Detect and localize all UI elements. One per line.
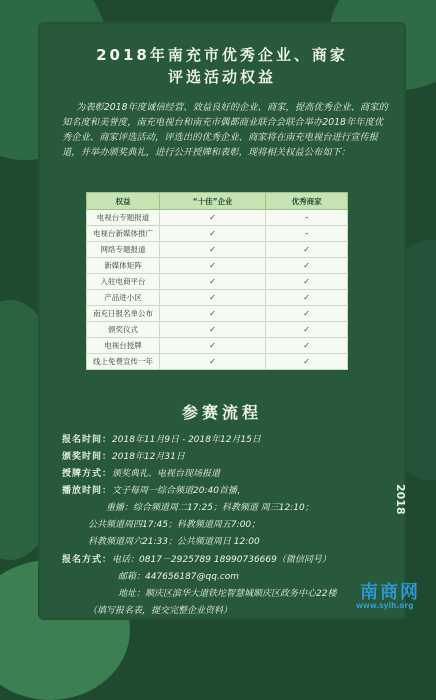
table-row <box>87 274 348 290</box>
table-row <box>87 258 348 274</box>
broadcast-line: 重播：综合频道周二17:25；科教频道 周三12:10； <box>106 503 314 513</box>
rights-header-benefit: 权益 <box>87 193 160 210</box>
page-title-line2: 评选活动权益 <box>167 68 276 86</box>
top10-mark: ✓ <box>160 306 266 322</box>
signup-time-row <box>62 432 261 445</box>
shop-mark: ✓ <box>266 306 348 322</box>
watermark-url: www.sylh.org <box>356 601 414 610</box>
top10-mark: ✓ <box>160 242 266 258</box>
broadcast-line: 科教频道周六21:33；公共频道周日 12:00 <box>88 537 260 547</box>
table-row <box>87 322 348 338</box>
rights-header-shop: 优秀商家 <box>266 193 348 210</box>
top10-mark: ✓ <box>160 226 266 242</box>
address-line: 地址：顺庆区滨华大道铁坨智慧城顺庆区政务中心22楼 <box>118 589 337 599</box>
top10-mark: ✓ <box>160 290 266 306</box>
top10-mark: ✓ <box>160 210 266 226</box>
table-row <box>87 306 348 322</box>
table-row <box>87 242 348 258</box>
intro-paragraph: 为表彰2018年度诚信经营、效益良好的企业、商家，提高优秀企业、商家的知名度和美誉度，南充电视台和南充市偶都商业联合会联合举办2018年年度优秀企业、商家评选活动，评选出的优秀企业、商家将在南充电视台进行宣传报道，并举办颁奖典礼，进行公开授牌和表彰，现将相关权益公布如下： <box>62 102 388 158</box>
top10-mark: ✓ <box>160 354 266 370</box>
rights-header-top10: “十佳”企业 <box>160 193 266 210</box>
contact-label: 报名方式： <box>62 555 113 565</box>
benefit-name: 南充日报名单公布 <box>87 306 160 322</box>
rights-table-header <box>87 193 348 210</box>
rights-table <box>86 192 348 370</box>
shop-mark: – <box>266 210 348 226</box>
benefit-name: 颁奖仪式 <box>87 322 160 338</box>
shop-mark: ✓ <box>266 290 348 306</box>
award-method-label: 授牌方式： <box>62 469 113 479</box>
benefit-name: 电视台新媒体推广 <box>87 226 160 242</box>
benefit-name: 线上免费宣传一年 <box>87 354 160 370</box>
year-side-deco: 2018 <box>394 484 407 515</box>
shop-mark: ✓ <box>266 242 348 258</box>
email-line: 邮箱：447656187@qq.com <box>118 572 240 582</box>
table-row <box>87 290 348 306</box>
top10-mark: ✓ <box>160 338 266 354</box>
benefit-name: 入驻电商平台 <box>87 274 160 290</box>
shop-mark: ✓ <box>266 258 348 274</box>
table-row <box>87 354 348 370</box>
top10-mark: ✓ <box>160 258 266 274</box>
signup-time-value: 2018年11月9日 - 2018年12月15日 <box>112 435 261 445</box>
table-row <box>87 226 348 242</box>
benefit-name: 产品进小区 <box>87 290 160 306</box>
award-time-value: 2018年12月31日 <box>112 452 185 462</box>
broadcast-line: 公共频道周四17:45；科教频道周五7:00； <box>88 520 261 530</box>
note-line: （填写报名表，提交完整企业资料） <box>88 606 233 616</box>
benefit-name: 电视台专题报道 <box>87 210 160 226</box>
shop-mark: – <box>266 226 348 242</box>
top10-mark: ✓ <box>160 322 266 338</box>
table-row <box>87 338 348 354</box>
process-title: 参赛流程 <box>181 403 262 422</box>
benefit-name: 网络专题报道 <box>87 242 160 258</box>
award-time-row <box>62 449 185 462</box>
benefit-name: 电视台授牌 <box>87 338 160 354</box>
award-time-label: 颁奖时间： <box>62 452 113 462</box>
contact-row <box>62 552 331 565</box>
broadcast-row <box>62 483 246 496</box>
broadcast-line: 文子每周一综合频道20:40首播， <box>112 486 246 496</box>
signup-time-label: 报名时间： <box>62 435 113 445</box>
award-method-value: 颁奖典礼、电视台现场报道 <box>112 469 221 479</box>
benefit-name: 新媒体矩阵 <box>87 258 160 274</box>
shop-mark: ✓ <box>266 322 348 338</box>
top10-mark: ✓ <box>160 274 266 290</box>
broadcast-label: 播放时间： <box>62 486 113 496</box>
shop-mark: ✓ <box>266 338 348 354</box>
award-method-row <box>62 466 220 479</box>
phone-line: 电话：0817－2925789 18990736669（微信同号） <box>112 555 331 565</box>
shop-mark: ✓ <box>266 354 348 370</box>
table-row <box>87 210 348 226</box>
watermark-logo: 南商网 <box>360 582 420 603</box>
page-title-line1: 2018年南充市优秀企业、商家 <box>96 46 348 64</box>
shop-mark: ✓ <box>266 274 348 290</box>
